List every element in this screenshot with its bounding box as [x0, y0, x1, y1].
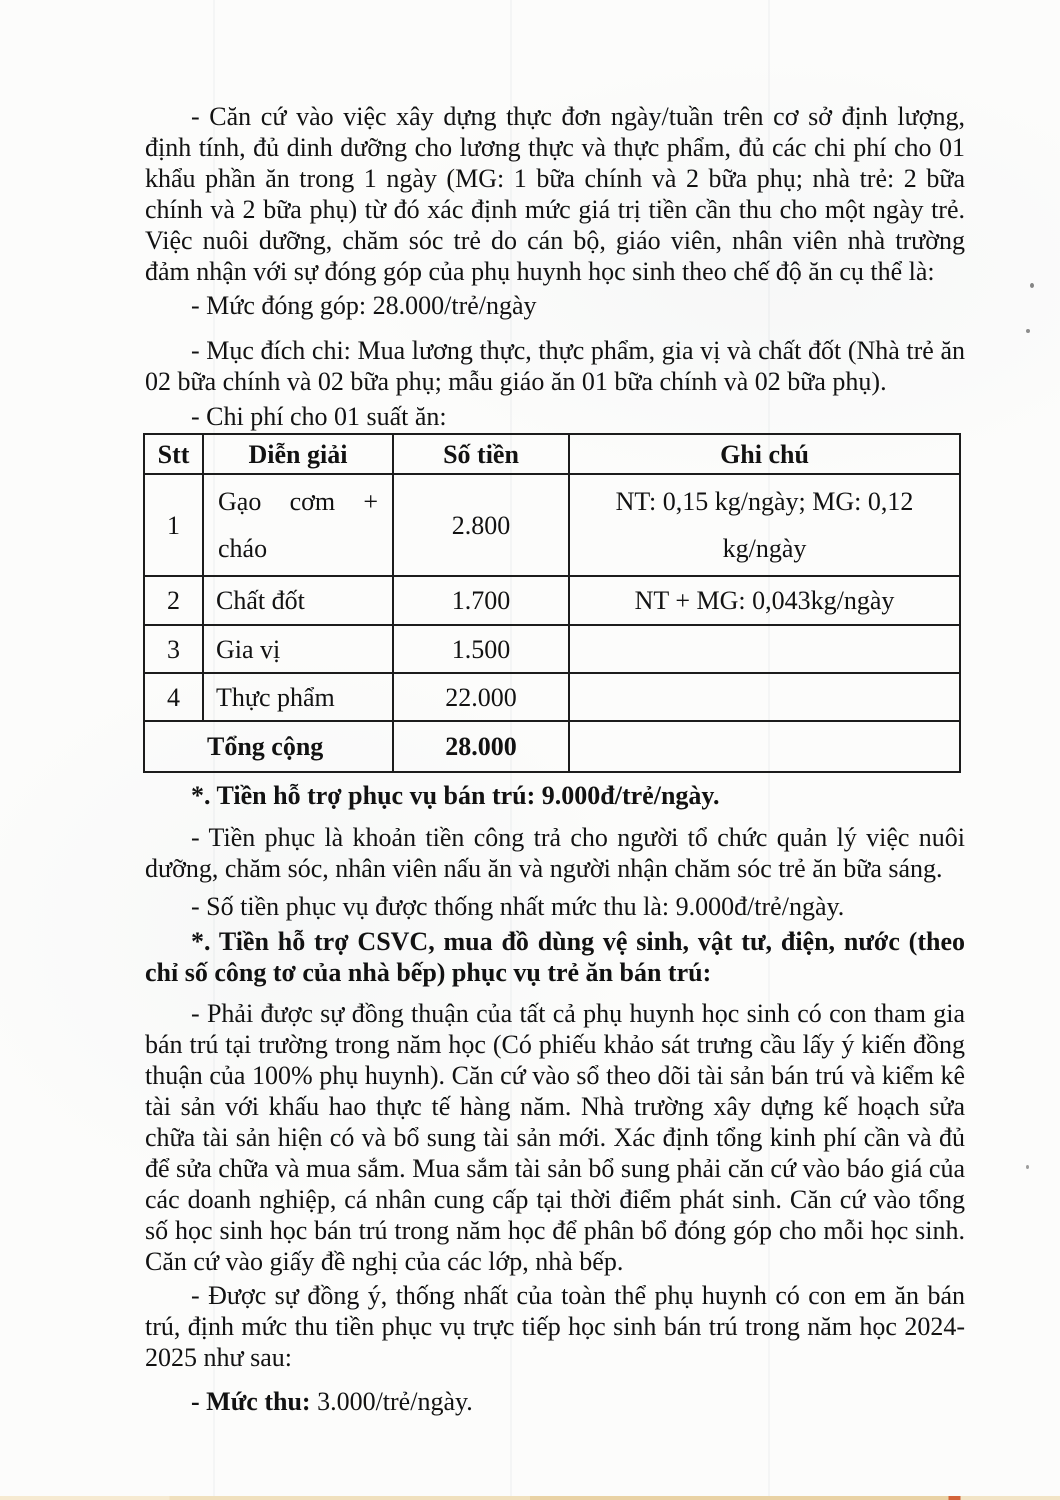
cell-ghi-chu: [569, 625, 960, 673]
paragraph-duoc-su-dong-y: - Được sự đồng ý, thống nhất của toàn thể phụ huynh có con em ăn bán trú, định mức thu tiền phục vụ trực tiếp học sinh bán trú trong năm học 2024-2025 như sau:: [145, 1281, 965, 1372]
header-dien-giai: Diễn giải: [203, 434, 393, 474]
line-muc-thu: [145, 1386, 965, 1417]
cell-so-tien: 1.500: [393, 625, 569, 673]
line-muc-dong-gop: - Mức đóng góp: 28.000/trẻ/ngày: [191, 291, 537, 320]
cell-dien-giai: Gia vị: [203, 625, 393, 673]
paragraph-tien-phuc: - Tiền phục là khoản tiền công trả cho người tổ chức quản lý việc nuôi dưỡng, chăm sóc, nhân viên nấu ăn và người nhận chăm sóc trẻ ăn bữa sáng.: [145, 823, 965, 883]
cell-dien-giai: Gạo cơm + cháo: [203, 474, 393, 576]
scan-speck: [1026, 329, 1030, 333]
table-row: [144, 474, 960, 576]
header-so-tien: Số tiền: [393, 434, 569, 474]
scan-speck: [1026, 1165, 1029, 1169]
header-stt: Stt: [144, 434, 203, 474]
cell-stt: 1: [144, 474, 203, 576]
line-chi-phi: - Chi phí cho 01 suất ăn:: [191, 402, 447, 431]
table-total-row: [144, 721, 960, 772]
muc-thu-label: - Mức thu:: [191, 1387, 318, 1416]
heading-tien-ho-tro-ban-tru: *. Tiền hỗ trợ phục vụ bán trú: 9.000đ/trẻ/ngày.: [191, 781, 720, 810]
cell-ghi-chu: NT + MG: 0,043kg/ngày: [569, 576, 960, 625]
cell-ghi-chu: NT: 0,15 kg/ngày; MG: 0,12 kg/ngày: [569, 474, 960, 576]
cell-dien-giai: Thực phẩm: [203, 673, 393, 721]
cell-so-tien: 1.700: [393, 576, 569, 625]
cell-stt: 3: [144, 625, 203, 673]
total-label-cell: Tổng cộng: [144, 721, 393, 772]
scan-edge-strip: [0, 1496, 1060, 1500]
line-so-tien-phuc-vu: - Số tiền phục vụ được thống nhất mức thu là: 9.000đ/trẻ/ngày.: [191, 892, 845, 921]
paragraph-muc-dich-chi: - Mục đích chi: Mua lương thực, thực phẩm, gia vị và chất đốt (Nhà trẻ ăn 02 bữa chính và 02 bữa phụ; mẫu giáo ăn 01 bữa chính và 02 bữa phụ).: [145, 336, 965, 396]
cost-table: [143, 433, 961, 773]
paragraph-can-cu: - Căn cứ vào việc xây dựng thực đơn ngày/tuần trên cơ sở định lượng, định tính, đủ dinh dưỡng cho lương thực và thực phẩm, đủ các chi phí cho 01 khẩu phần ăn trong 1 ngày (MG: 1 bữa chính và 2 bữa phụ; nhà trẻ: 2 bữa chính và 2 bữa phụ) từ đó xác định mức giá trị tiền cần thu cho một ngày trẻ. Việc nuôi dưỡng, chăm sóc trẻ do cán bộ, giáo viên, nhân viên nhà trường đảm nhận với sự đóng góp của phụ huynh học sinh theo chế độ ăn cụ thể là:: [145, 102, 965, 286]
table-row: [144, 673, 960, 721]
table-header-row: [144, 434, 960, 474]
total-note-cell: [569, 721, 960, 772]
total-amount-cell: 28.000: [393, 721, 569, 772]
cell-ghi-chu: [569, 673, 960, 721]
header-ghi-chu: Ghi chú: [569, 434, 960, 474]
scan-speck: [1030, 283, 1034, 288]
document-body: [145, 101, 965, 1417]
cell-stt: 4: [144, 673, 203, 721]
cell-stt: 2: [144, 576, 203, 625]
cell-so-tien: 22.000: [393, 673, 569, 721]
table-row: [144, 576, 960, 625]
paragraph-phai-duoc: - Phải được sự đồng thuận của tất cả phụ huynh học sinh có con tham gia bán trú tại trường trong năm học (Có phiếu khảo sát trưng cầu lấy ý kiến đồng thuận của 100% phụ huynh). Căn cứ vào sổ theo dõi tài sản bán trú và kiểm kê tài sản với khấu hao thực tế hàng năm. Nhà trường xây dựng kế hoạch sửa chữa tài sản hiện có và bổ sung tài sản mới. Xác định tổng kinh phí cần và đủ để sửa chữa và mua sắm. Mua sắm tài sản bổ sung phải căn cứ vào báo giá của các doanh nghiệp, cá nhân cung cấp tại thời điểm phát sinh. Căn cứ vào tổng số học sinh học bán trú trong năm học để phân bổ đóng góp cho mỗi học sinh. Căn cứ vào giấy đề nghị của các lớp, nhà bếp.: [145, 999, 965, 1276]
muc-thu-value: 3.000/trẻ/ngày.: [317, 1387, 473, 1416]
cell-dien-giai: Chất đốt: [203, 576, 393, 625]
heading-tien-ho-tro-csvc: *. Tiền hỗ trợ CSVC, mua đồ dùng vệ sinh, vật tư, điện, nước (theo chỉ số công tơ của nhà bếp) phục vụ trẻ ăn bán trú:: [145, 927, 965, 987]
cell-so-tien: 2.800: [393, 474, 569, 576]
table-row: [144, 625, 960, 673]
